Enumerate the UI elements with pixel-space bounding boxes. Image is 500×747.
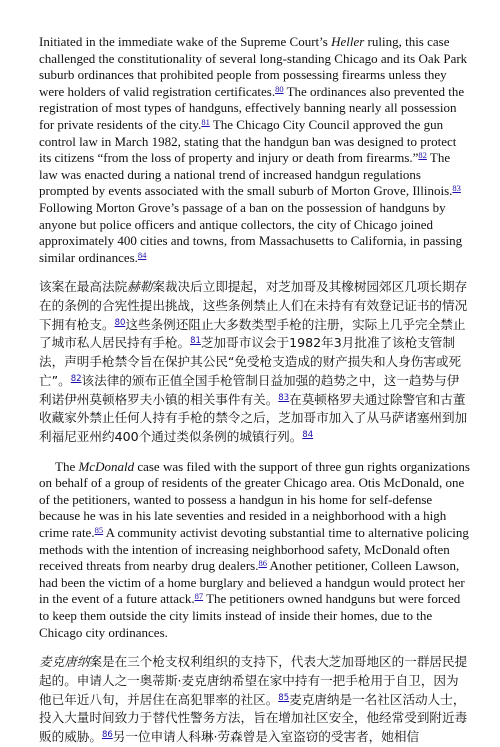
paragraph-chinese-heller-context <box>39 278 471 446</box>
case-name-italic: Heller <box>331 34 365 49</box>
footnote-link-85[interactable]: 85 <box>278 692 290 703</box>
text-span: 案是在三个枪支权利组织的支持下，代表大芝加哥地区的一群居民提起的。申请人之一奥蒂斯·麦克唐纳希望在家中持有一把手枪用于自卫，因为他已年近八旬，并居住在高犯罪率的社区。 <box>39 654 468 707</box>
text-span: A community activist devoting substantial time to alternative policing methods with the intention of increasing neighborhood safety, McDonald often received threats from nearby drug dealers. <box>39 525 469 574</box>
text-span: 该法律的颁布正值全国手枪管制日益加强的趋势之中，这一趋势与伊利诺伊州莫顿格罗夫小镇的相关事件有关。 <box>39 372 460 407</box>
footnote-link-83[interactable]: 83 <box>278 392 290 403</box>
text-span: 该案在最高法院 <box>39 279 128 295</box>
paragraph-chinese-mcdonald-case <box>39 653 471 747</box>
paragraph-gap <box>39 266 471 278</box>
text-span: Another petitioner, Colleen Lawson, had been the victim of a home burglary and believed a handgun would protect her in the event of a future attack. <box>39 558 465 607</box>
case-name-italic: 麦克唐纳 <box>39 654 90 670</box>
footnote-link-87[interactable]: 87 <box>194 591 204 602</box>
text-span: The petitioners owned handguns but were forced to keep them outside the city limits instead of inside their homes, due to the Chicago city ordinances. <box>39 591 461 640</box>
document-page <box>39 34 471 747</box>
text-span: ruling, this case challenged the constitutionality of several long-standing Chicago and its Oak Park suburb ordinances that prohibited people from possessing firearms unless they were holders of valid registration certificates. <box>39 34 468 99</box>
text-span: 案裁决后立即提起，对芝加哥及其橡树园郊区几项长期存在的条例的合宪性提出挑战，这些条例禁止人们在未持有有效登记证书的情况下拥有枪支。 <box>39 279 468 332</box>
text-span: 这些条例还阻止大多数类型手枪的注册，实际上几乎完全禁止了城市私人居民持有手枪。 <box>39 316 466 351</box>
footnote-link-82[interactable]: 82 <box>70 373 82 384</box>
case-name-italic: McDonald <box>78 458 135 474</box>
footnote-link-85[interactable]: 85 <box>94 525 104 536</box>
text-span: 在莫顿格罗夫通过除警官和古董收藏家外禁止任何人持有手枪的禁令之后，芝加哥市加入了从马萨诸塞州到加利福尼亚州约400个通过类似条例的城镇行列。 <box>39 391 468 444</box>
text-span: The <box>55 458 79 474</box>
footnote-link-86[interactable]: 86 <box>101 729 113 740</box>
text-span: Following Morton Grove’s passage of a ban on the possession of handguns by anyone but police officers and antique collectors, the city of Chicago joined approximately 400 cities and towns, from Massachusetts to California, in passing similar ordinances. <box>39 199 463 265</box>
case-name-italic: 赫勒 <box>127 279 153 295</box>
text-span: The Chicago City Council approved the gun control law in March 1982, stating that the handgun ban was designed to protect its citizens “from the loss of property and injury or death from firearms.” <box>39 116 457 166</box>
text-span: The ordinances also prevented the registration of most types of handguns, effectively banning nearly all possession for private residents of the city. <box>39 83 465 132</box>
text-span: 麦克唐纳是一名社区活动人士，投入大量时间致力于替代性警务方法，旨在增加社区安全，他经常受到附近毒贩的威胁。 <box>39 691 468 744</box>
paragraph-gap <box>39 641 471 653</box>
footnote-link-81[interactable]: 81 <box>201 116 210 127</box>
paragraph-english-heller-context <box>39 34 471 266</box>
footnote-link-83[interactable]: 83 <box>452 183 461 194</box>
text-span: 另一位申请人科琳·劳森曾是入室盗窃的受害者，她相信 <box>112 728 420 744</box>
footnote-link-82[interactable]: 82 <box>418 150 427 161</box>
paragraph-english-mcdonald-case <box>39 459 471 642</box>
footnote-link-80[interactable]: 80 <box>114 317 126 328</box>
paragraph-gap <box>39 447 471 459</box>
text-span: The law was enacted during a national trend of increased handgun regulations prompted by events associated with the small suburb of Morton Grove, Illinois. <box>39 150 453 199</box>
footnote-link-81[interactable]: 81 <box>190 336 201 347</box>
footnote-link-80[interactable]: 80 <box>275 83 284 94</box>
text-span: 芝加哥市议会于1982年3月批准了该枪支管制法，声明手枪禁令旨在保护其公民“免受枪支造成的财产损失和人身伤害或死亡”。 <box>39 335 462 388</box>
text-span: Initiated in the immediate wake of the Supreme Court’s <box>39 34 332 49</box>
text-span: case was filed with the support of three gun rights organizations on behalf of a group of residents of the greater Chicago area. Otis McDonald, one of the petitioners, wanted to possess a handgun in his home for self-defense because he was in his late seventies and resided in a neighborhood with a high crime rate. <box>39 458 470 541</box>
footnote-link-86[interactable]: 86 <box>258 558 267 569</box>
footnote-link-84[interactable]: 84 <box>137 249 147 260</box>
footnote-link-84[interactable]: 84 <box>302 429 314 440</box>
